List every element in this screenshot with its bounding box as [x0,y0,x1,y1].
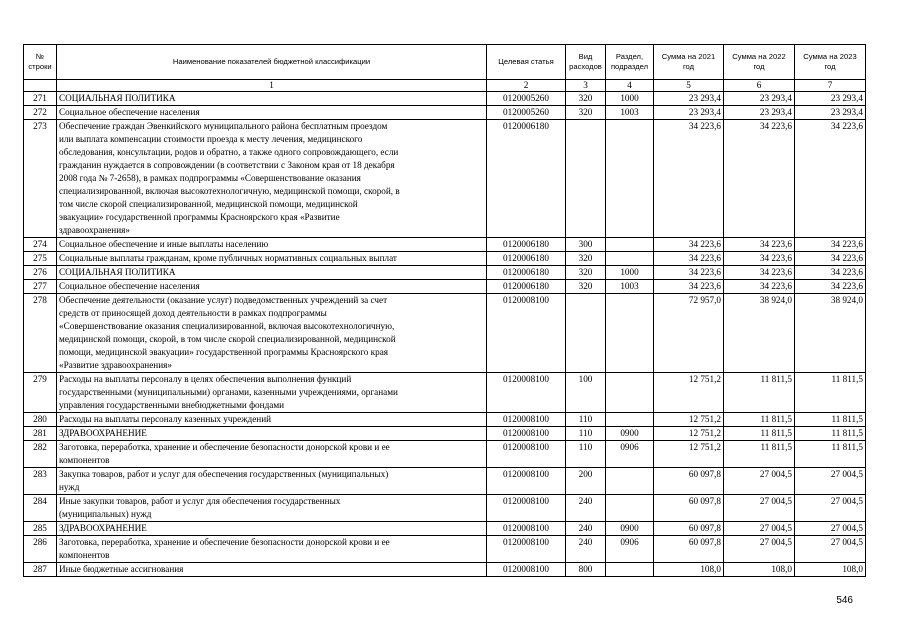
cell-row-number: 287 [24,563,57,577]
cell-expense-kind: 240 [566,536,606,563]
cell-sum-2022: 27 004,5 [724,536,795,563]
cell-target-article: 0120008100 [487,373,566,413]
cell-sum-2023: 38 924,0 [795,294,866,373]
cell-sum-2021: 23 293,4 [654,92,724,106]
header-target-article: Целевая статья [487,45,566,80]
table-row [24,441,866,468]
cell-target-article: 0120006180 [487,266,566,280]
col-number: 3 [566,80,606,92]
table-row [24,536,866,563]
table-row [24,563,866,577]
cell-indicator-name: Социальное обеспечение и иные выплаты населению [57,238,487,252]
cell-sum-2023: 11 811,5 [795,441,866,468]
col-number: 5 [654,80,724,92]
cell-sum-2023: 27 004,5 [795,495,866,522]
cell-indicator-name: Обеспечение деятельности (оказание услуг) подведомственных учреждений за счет средств от приносящей доход деятельности в рамках подпрограммы «Совершенствование оказания специализированной, включая высокотехнологичную, медицинской помощи, скорой, в том числе скорой специализированной, медицинской помощи, медицинской эвакуации» государственной программы Красноярского края «Развитие здравоохранения» [57,294,487,373]
cell-indicator-name: ЗДРАВООХРАНЕНИЕ [57,522,487,536]
budget-table [23,44,866,577]
cell-sum-2023: 11 811,5 [795,427,866,441]
col-number: 2 [487,80,566,92]
cell-expense-kind: 320 [566,280,606,294]
cell-sum-2022: 27 004,5 [724,495,795,522]
table-row [24,252,866,266]
cell-indicator-name: Заготовка, переработка, хранение и обеспечение безопасности донорской крови и ее компонентов [57,441,487,468]
cell-sum-2022: 11 811,5 [724,427,795,441]
cell-target-article: 0120008100 [487,413,566,427]
cell-sum-2023: 11 811,5 [795,373,866,413]
header-row-number: № строки [24,45,57,80]
cell-target-article: 0120006180 [487,120,566,238]
cell-sum-2023: 27 004,5 [795,536,866,563]
cell-expense-kind: 320 [566,252,606,266]
cell-row-number: 280 [24,413,57,427]
cell-section [606,413,654,427]
cell-sum-2022: 34 223,6 [724,238,795,252]
cell-expense-kind: 800 [566,563,606,577]
cell-row-number: 274 [24,238,57,252]
cell-indicator-name: Расходы на выплаты персоналу казенных учреждений [57,413,487,427]
cell-indicator-name: Обеспечение граждан Эвенкийского муниципального района бесплатным проездом или выплата компенсации стоимости проезда к месту лечения, медицинского обследования, консультации, родов и обратно, а также одного сопровождающего, если гражданин нуждается в сопровождении (в соответствии с Законом края от 18 декабря 2008 года № 7-2658), в рамках подпрограммы «Совершенствование оказания специализированной, включая высокотехнологичную, медицинской помощи, скорой, в том числе скорой специализированной, медицинской помощи, медицинской эвакуации» государственной программы Красноярского края «Развитие здравоохранения» [57,120,487,238]
cell-indicator-name: Заготовка, переработка, хранение и обеспечение безопасности донорской крови и ее компонентов [57,536,487,563]
cell-indicator-name: Социальное обеспечение населения [57,280,487,294]
cell-expense-kind: 240 [566,495,606,522]
cell-expense-kind: 300 [566,238,606,252]
cell-section [606,495,654,522]
cell-section: 1000 [606,92,654,106]
cell-section: 0900 [606,522,654,536]
cell-row-number: 277 [24,280,57,294]
cell-target-article: 0120006180 [487,252,566,266]
table-row [24,413,866,427]
cell-row-number: 283 [24,468,57,495]
cell-sum-2023: 23 293,4 [795,106,866,120]
cell-sum-2021: 34 223,6 [654,252,724,266]
cell-indicator-name: СОЦИАЛЬНАЯ ПОЛИТИКА [57,92,487,106]
cell-row-number: 282 [24,441,57,468]
cell-row-number: 272 [24,106,57,120]
cell-sum-2021: 12 751,2 [654,441,724,468]
table-row [24,427,866,441]
cell-sum-2021: 60 097,8 [654,495,724,522]
cell-section [606,120,654,238]
cell-row-number: 275 [24,252,57,266]
table-row [24,238,866,252]
cell-expense-kind: 320 [566,266,606,280]
cell-row-number: 286 [24,536,57,563]
cell-sum-2023: 27 004,5 [795,468,866,495]
cell-sum-2022: 27 004,5 [724,468,795,495]
header-name: Наименование показателей бюджетной классификации [57,45,487,80]
cell-indicator-name: Социальное обеспечение населения [57,106,487,120]
cell-sum-2023: 108,0 [795,563,866,577]
cell-expense-kind: 200 [566,468,606,495]
cell-expense-kind [566,120,606,238]
cell-section [606,468,654,495]
col-number [24,80,57,92]
cell-sum-2022: 11 811,5 [724,413,795,427]
cell-section: 1003 [606,106,654,120]
cell-sum-2022: 23 293,4 [724,92,795,106]
cell-sum-2022: 34 223,6 [724,280,795,294]
table-row [24,92,866,106]
cell-target-article: 0120008100 [487,563,566,577]
cell-target-article: 0120008100 [487,536,566,563]
cell-expense-kind: 100 [566,373,606,413]
cell-section [606,294,654,373]
cell-sum-2023: 34 223,6 [795,266,866,280]
cell-expense-kind: 320 [566,92,606,106]
cell-target-article: 0120008100 [487,468,566,495]
cell-section [606,238,654,252]
cell-row-number: 285 [24,522,57,536]
cell-target-article: 0120006180 [487,280,566,294]
table-row [24,294,866,373]
cell-section: 0906 [606,441,654,468]
cell-sum-2023: 34 223,6 [795,280,866,294]
cell-sum-2021: 60 097,8 [654,536,724,563]
cell-sum-2022: 108,0 [724,563,795,577]
cell-section [606,563,654,577]
cell-target-article: 0120006180 [487,238,566,252]
cell-section [606,252,654,266]
table-row [24,468,866,495]
header-section: Раздел, подраздел [606,45,654,80]
cell-expense-kind: 110 [566,413,606,427]
cell-sum-2022: 23 293,4 [724,106,795,120]
cell-sum-2021: 23 293,4 [654,106,724,120]
cell-sum-2021: 34 223,6 [654,280,724,294]
table-row [24,266,866,280]
table-row [24,522,866,536]
cell-expense-kind: 110 [566,427,606,441]
col-number: 7 [795,80,866,92]
cell-sum-2022: 34 223,6 [724,266,795,280]
cell-indicator-name: Социальные выплаты гражданам, кроме публичных нормативных социальных выплат [57,252,487,266]
cell-section [606,373,654,413]
cell-target-article: 0120008100 [487,522,566,536]
cell-sum-2022: 34 223,6 [724,120,795,238]
cell-target-article: 0120008100 [487,294,566,373]
header-sum-2023: Сумма на 2023 год [795,45,866,80]
table-row [24,280,866,294]
cell-row-number: 281 [24,427,57,441]
cell-sum-2023: 27 004,5 [795,522,866,536]
cell-sum-2021: 108,0 [654,563,724,577]
cell-sum-2022: 34 223,6 [724,252,795,266]
cell-indicator-name: Закупка товаров, работ и услуг для обеспечения государственных (муниципальных) нужд [57,468,487,495]
table-header-row [24,45,866,80]
header-sum-2021: Сумма на 2021 год [654,45,724,80]
cell-expense-kind: 240 [566,522,606,536]
cell-sum-2022: 11 811,5 [724,373,795,413]
cell-sum-2022: 27 004,5 [724,522,795,536]
cell-target-article: 0120008100 [487,495,566,522]
cell-row-number: 276 [24,266,57,280]
header-expense-kind: Вид расходов [566,45,606,80]
cell-sum-2022: 38 924,0 [724,294,795,373]
col-number: 6 [724,80,795,92]
cell-sum-2022: 11 811,5 [724,441,795,468]
cell-target-article: 0120005260 [487,92,566,106]
cell-row-number: 271 [24,92,57,106]
cell-section: 1003 [606,280,654,294]
cell-sum-2021: 34 223,6 [654,120,724,238]
cell-target-article: 0120005260 [487,106,566,120]
cell-sum-2021: 34 223,6 [654,266,724,280]
table-row [24,373,866,413]
cell-sum-2023: 34 223,6 [795,238,866,252]
table-row [24,495,866,522]
cell-sum-2023: 11 811,5 [795,413,866,427]
cell-sum-2021: 72 957,0 [654,294,724,373]
cell-expense-kind: 320 [566,106,606,120]
cell-sum-2021: 12 751,2 [654,413,724,427]
cell-sum-2021: 60 097,8 [654,468,724,495]
col-number: 4 [606,80,654,92]
cell-sum-2023: 34 223,6 [795,120,866,238]
cell-sum-2023: 23 293,4 [795,92,866,106]
page-number: 546 [836,595,853,606]
cell-indicator-name: Иные бюджетные ассигнования [57,563,487,577]
table-row [24,120,866,238]
cell-sum-2021: 60 097,8 [654,522,724,536]
cell-section: 0906 [606,536,654,563]
cell-expense-kind: 110 [566,441,606,468]
header-sum-2022: Сумма на 2022 год [724,45,795,80]
cell-indicator-name: Иные закупки товаров, работ и услуг для обеспечения государственных (муниципальных) нужд [57,495,487,522]
cell-indicator-name: Расходы на выплаты персоналу в целях обеспечения выполнения функций государственными (муниципальными) органами, казенными учреждениями, органами управления государственными внебюджетными фондами [57,373,487,413]
cell-sum-2023: 34 223,6 [795,252,866,266]
cell-row-number: 278 [24,294,57,373]
cell-section: 1000 [606,266,654,280]
cell-sum-2021: 34 223,6 [654,238,724,252]
cell-target-article: 0120008100 [487,441,566,468]
cell-sum-2021: 12 751,2 [654,427,724,441]
cell-section: 0900 [606,427,654,441]
cell-row-number: 273 [24,120,57,238]
cell-target-article: 0120008100 [487,427,566,441]
cell-row-number: 279 [24,373,57,413]
cell-indicator-name: ЗДРАВООХРАНЕНИЕ [57,427,487,441]
cell-sum-2021: 12 751,2 [654,373,724,413]
column-number-row [24,80,866,92]
col-number: 1 [57,80,487,92]
cell-indicator-name: СОЦИАЛЬНАЯ ПОЛИТИКА [57,266,487,280]
table-row [24,106,866,120]
cell-expense-kind [566,294,606,373]
cell-row-number: 284 [24,495,57,522]
